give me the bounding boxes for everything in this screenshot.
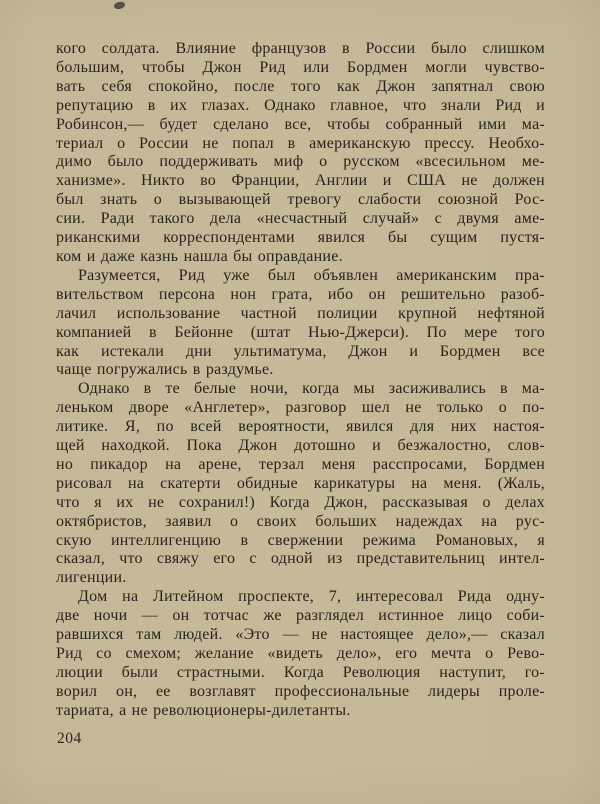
text-line: ком и даже казнь нашла бы оправдание. — [56, 247, 343, 265]
text-line: скую интеллигенцию в свержении режима Романовых, я — [56, 531, 545, 549]
paragraph — [56, 380, 545, 588]
text-line: люции были страстными. Когда Революция наступит, го- — [56, 663, 545, 681]
text-line: Однако в те белые ночи, когда мы засиживались в ма- — [78, 380, 545, 398]
text-line: вать себя спокойно, после того как Джон запятнал свою — [56, 77, 545, 95]
page-number: 204 — [57, 730, 82, 747]
text-line: риканскими корреспондентами явился бы сущим пустя- — [56, 229, 545, 247]
text-line: Дом на Литейном проспекте, 7, интересовал Рида одну- — [78, 588, 545, 606]
text-line: что я их не сохранил!) Когда Джон, рассказывая о делах — [56, 493, 545, 511]
text-line: димо было поддерживать миф о русском «всесильном ме- — [56, 153, 545, 171]
text-line: чаще погружались в раздумье. — [56, 361, 274, 379]
text-line: лачил использование частной полиции крупной нефтяной — [56, 304, 545, 322]
paragraph — [56, 267, 545, 380]
text-line: териал о России не попал в американскую прессу. Необхо- — [56, 134, 545, 152]
text-line: октябристов, заявил о своих больших надеждах на рус- — [56, 512, 545, 530]
text-line: вительством персона нон грата, ибо он решительно разоб- — [56, 285, 545, 303]
text-line: леньком дворе «Англетер», разговор шел не только о по- — [56, 399, 545, 417]
text-line: рисовал на скатерти обидные карикатуры на меня. (Жаль, — [56, 474, 545, 492]
text-block — [56, 40, 545, 721]
text-line: литике. Я, по всей вероятности, явился для них настоя- — [56, 418, 545, 436]
text-line: был знать о вызывающей тревогу слабости союзной Рос- — [56, 191, 545, 209]
text-line: ворил он, ее возглавят профессиональные лидеры проле- — [56, 682, 545, 700]
paragraph — [56, 588, 545, 720]
text-line: сии. Ради такого дела «несчастный случай» с двумя аме- — [56, 210, 545, 228]
text-line: Робинсон,— будет сделано все, чтобы собранный ими ма- — [56, 115, 545, 133]
text-line: лигенции. — [56, 569, 127, 587]
scan-speck — [114, 1, 126, 9]
text-line: ханизме». Никто во Франции, Англии и США не должен — [56, 172, 545, 190]
text-line: репутацию в их глазах. Однако главное, что знали Рид и — [56, 96, 545, 114]
text-line: щей находкой. Пока Джон дотошно и безжалостно, слов- — [56, 437, 545, 455]
text-line: Рид со смехом; желание «видеть дело», его мечта о Рево- — [56, 645, 545, 662]
text-line: большим, чтобы Джон Рид или Бордмен могли чувство- — [56, 58, 545, 76]
text-line: но пикадор на арене, терзал меня расспросами, Бордмен — [56, 455, 545, 473]
text-line: сказал, что свяжу его с одной из представительниц интел- — [56, 550, 545, 568]
text-line: компанией в Бейонне (штат Нью-Джерси). По мере того — [56, 323, 545, 341]
text-line: кого солдата. Влияние французов в России было слишком — [56, 40, 545, 57]
text-line: тариата, а не революционеры-дилетанты. — [56, 701, 351, 719]
text-line: Разумеется, Рид уже был объявлен американским пра- — [78, 266, 545, 284]
text-line: две ночи — он тотчас же разглядел истинное лицо соби- — [56, 607, 545, 625]
text-line: как истекали дни ультиматума, Джон и Бордмен все — [56, 342, 545, 360]
text-line: равшихся там людей. «Это — не настоящее дело»,— сказал — [56, 626, 545, 644]
paragraph — [56, 40, 545, 267]
